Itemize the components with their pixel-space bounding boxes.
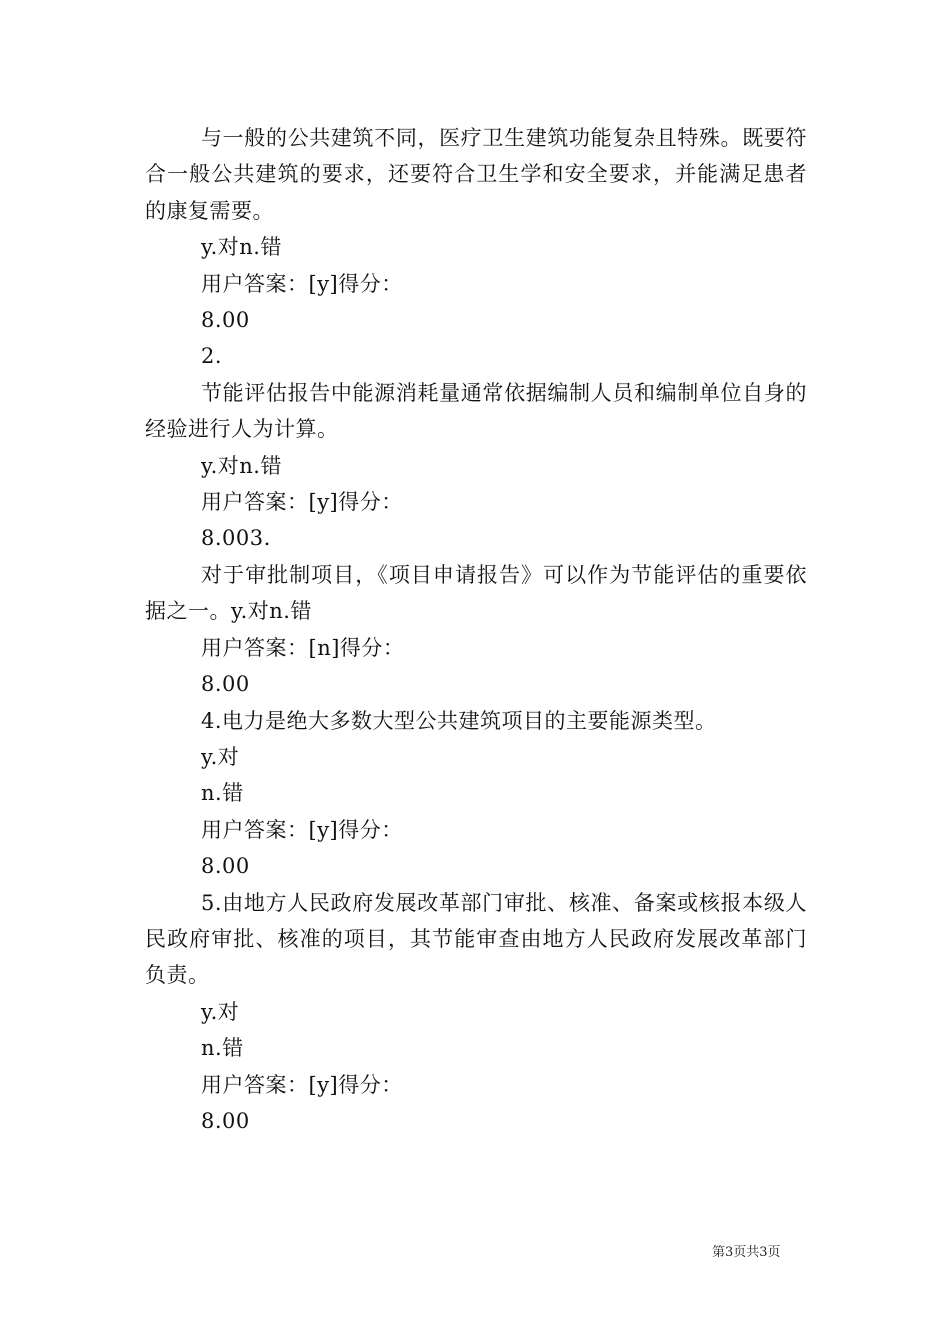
q2-user-answer: 用户答案：[y]得分： bbox=[201, 490, 403, 515]
q2-options: y.对n.错 bbox=[201, 453, 282, 478]
q2-score-q3-number: 8.003. bbox=[201, 526, 271, 551]
q5-user-answer: 用户答案：[y]得分： bbox=[201, 1072, 403, 1097]
page-number-footer: 第3页共3页 bbox=[712, 1245, 781, 1260]
q3-score: 8.00 bbox=[201, 672, 250, 697]
q2-number: 2. bbox=[201, 344, 223, 369]
q1-options: y.对n.错 bbox=[201, 235, 282, 260]
q3-statement: 对于审批制项目，《项目申请报告》可以作为节能评估的重要依据之一。y.对n.错 bbox=[145, 562, 807, 624]
q5-score: 8.00 bbox=[201, 1108, 250, 1133]
q5-statement: 5.由地方人民政府发展改革部门审批、核准、备案或核报本级人民政府审批、核准的项目，其节能审查由地方人民政府发展改革部门负责。 bbox=[145, 890, 807, 988]
q3-user-answer: 用户答案：[n]得分： bbox=[201, 635, 405, 660]
q5-option-n: n.错 bbox=[201, 1036, 244, 1061]
q1-statement: 与一般的公共建筑不同，医疗卫生建筑功能复杂且特殊。既要符合一般公共建筑的要求，还要符合卫生学和安全要求，并能满足患者的康复需要。 bbox=[145, 126, 807, 223]
q4-option-y: y.对 bbox=[201, 744, 240, 769]
q1-user-answer: 用户答案：[y]得分： bbox=[201, 271, 403, 296]
q4-option-n: n.错 bbox=[201, 781, 244, 806]
q2-statement: 节能评估报告中能源消耗量通常依据编制人员和编制单位自身的经验进行人为计算。 bbox=[145, 380, 807, 442]
q4-statement: 4.电力是绝大多数大型公共建筑项目的主要能源类型。 bbox=[201, 708, 717, 733]
q5-option-y: y.对 bbox=[201, 999, 240, 1024]
q1-score: 8.00 bbox=[201, 308, 250, 333]
q4-score: 8.00 bbox=[201, 854, 250, 879]
q4-user-answer: 用户答案：[y]得分： bbox=[201, 817, 403, 842]
document-body bbox=[145, 120, 807, 1139]
